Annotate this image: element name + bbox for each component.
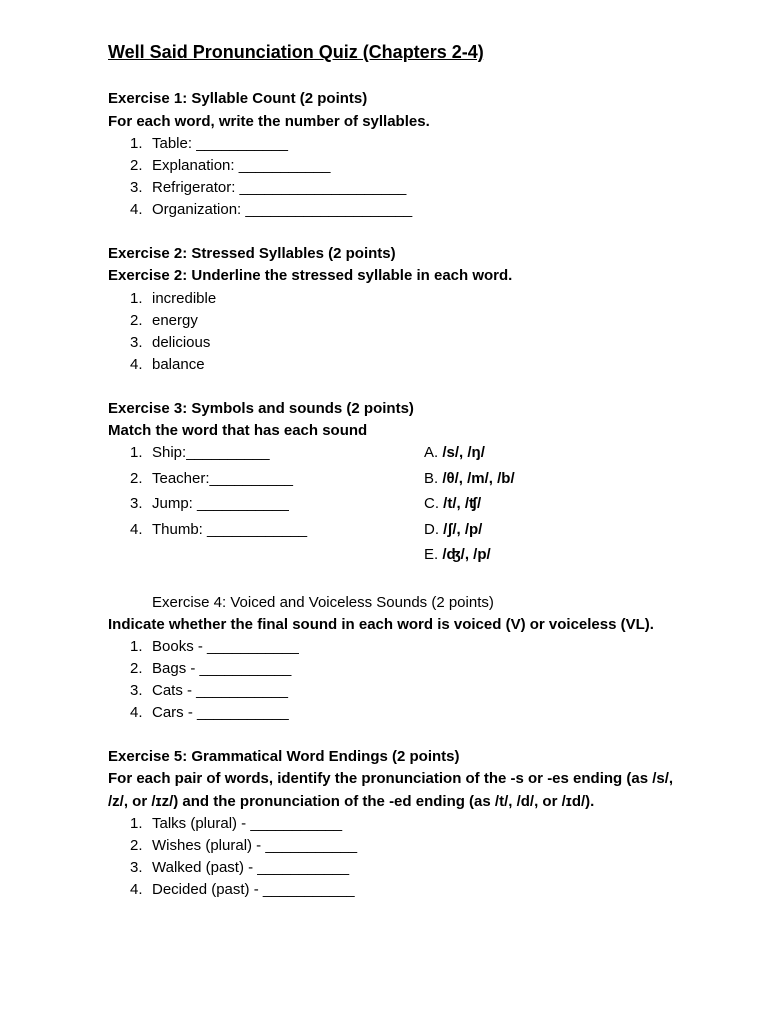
exercise-4-instruction: Indicate whether the final sound in each word is voiced (V) or voiceless (VL). xyxy=(108,616,654,633)
option-d-sounds: /ʃ/, /p/ xyxy=(443,521,483,538)
exercise-2-heading: Exercise 2: Stressed Syllables (2 points) xyxy=(108,245,396,262)
exercise-5-heading: Exercise 5: Grammatical Word Endings (2 points) xyxy=(108,748,460,765)
exercise-2-instruction: Exercise 2: Underline the stressed syllable in each word. xyxy=(108,267,513,284)
option-c-sounds: /t/, /ʧ/ xyxy=(443,495,482,512)
option-d xyxy=(424,521,482,538)
exercise-3-instruction: Match the word that has each sound xyxy=(108,422,368,439)
option-c xyxy=(424,495,481,512)
exercise-1-heading: Exercise 1: Syllable Count (2 points) xyxy=(108,90,368,107)
option-e-sounds: /ʤ/, /p/ xyxy=(442,546,491,563)
option-e xyxy=(424,546,491,563)
option-a xyxy=(424,444,485,461)
option-a-letter: A. xyxy=(424,444,439,461)
option-c-letter: C. xyxy=(424,495,439,512)
option-b-letter: B. xyxy=(424,470,439,487)
exercise-4-heading: Exercise 4: Voiced and Voiceless Sounds (2 points) xyxy=(152,594,494,611)
option-b xyxy=(424,470,515,487)
exercise-1-instruction: For each word, write the number of syllables. xyxy=(108,113,430,130)
option-d-letter: D. xyxy=(424,521,439,538)
exercise-5-instruction-line-1: For each pair of words, identify the pronunciation of the -s or -es ending (as /s/, xyxy=(108,770,674,787)
page-title: Well Said Pronunciation Quiz (Chapters 2-4) xyxy=(108,42,484,62)
option-a-sounds: /s/, /ŋ/ xyxy=(442,444,485,461)
exercise-3-heading: Exercise 3: Symbols and sounds (2 points) xyxy=(108,400,414,417)
option-b-sounds: /θ/, /m/, /b/ xyxy=(442,470,515,487)
option-e-letter: E. xyxy=(424,546,439,563)
exercise-5-instruction-line-2: /z/, or /ɪz/) and the pronunciation of the -ed ending (as /t/, /d/, or /ɪd/). xyxy=(108,793,595,810)
